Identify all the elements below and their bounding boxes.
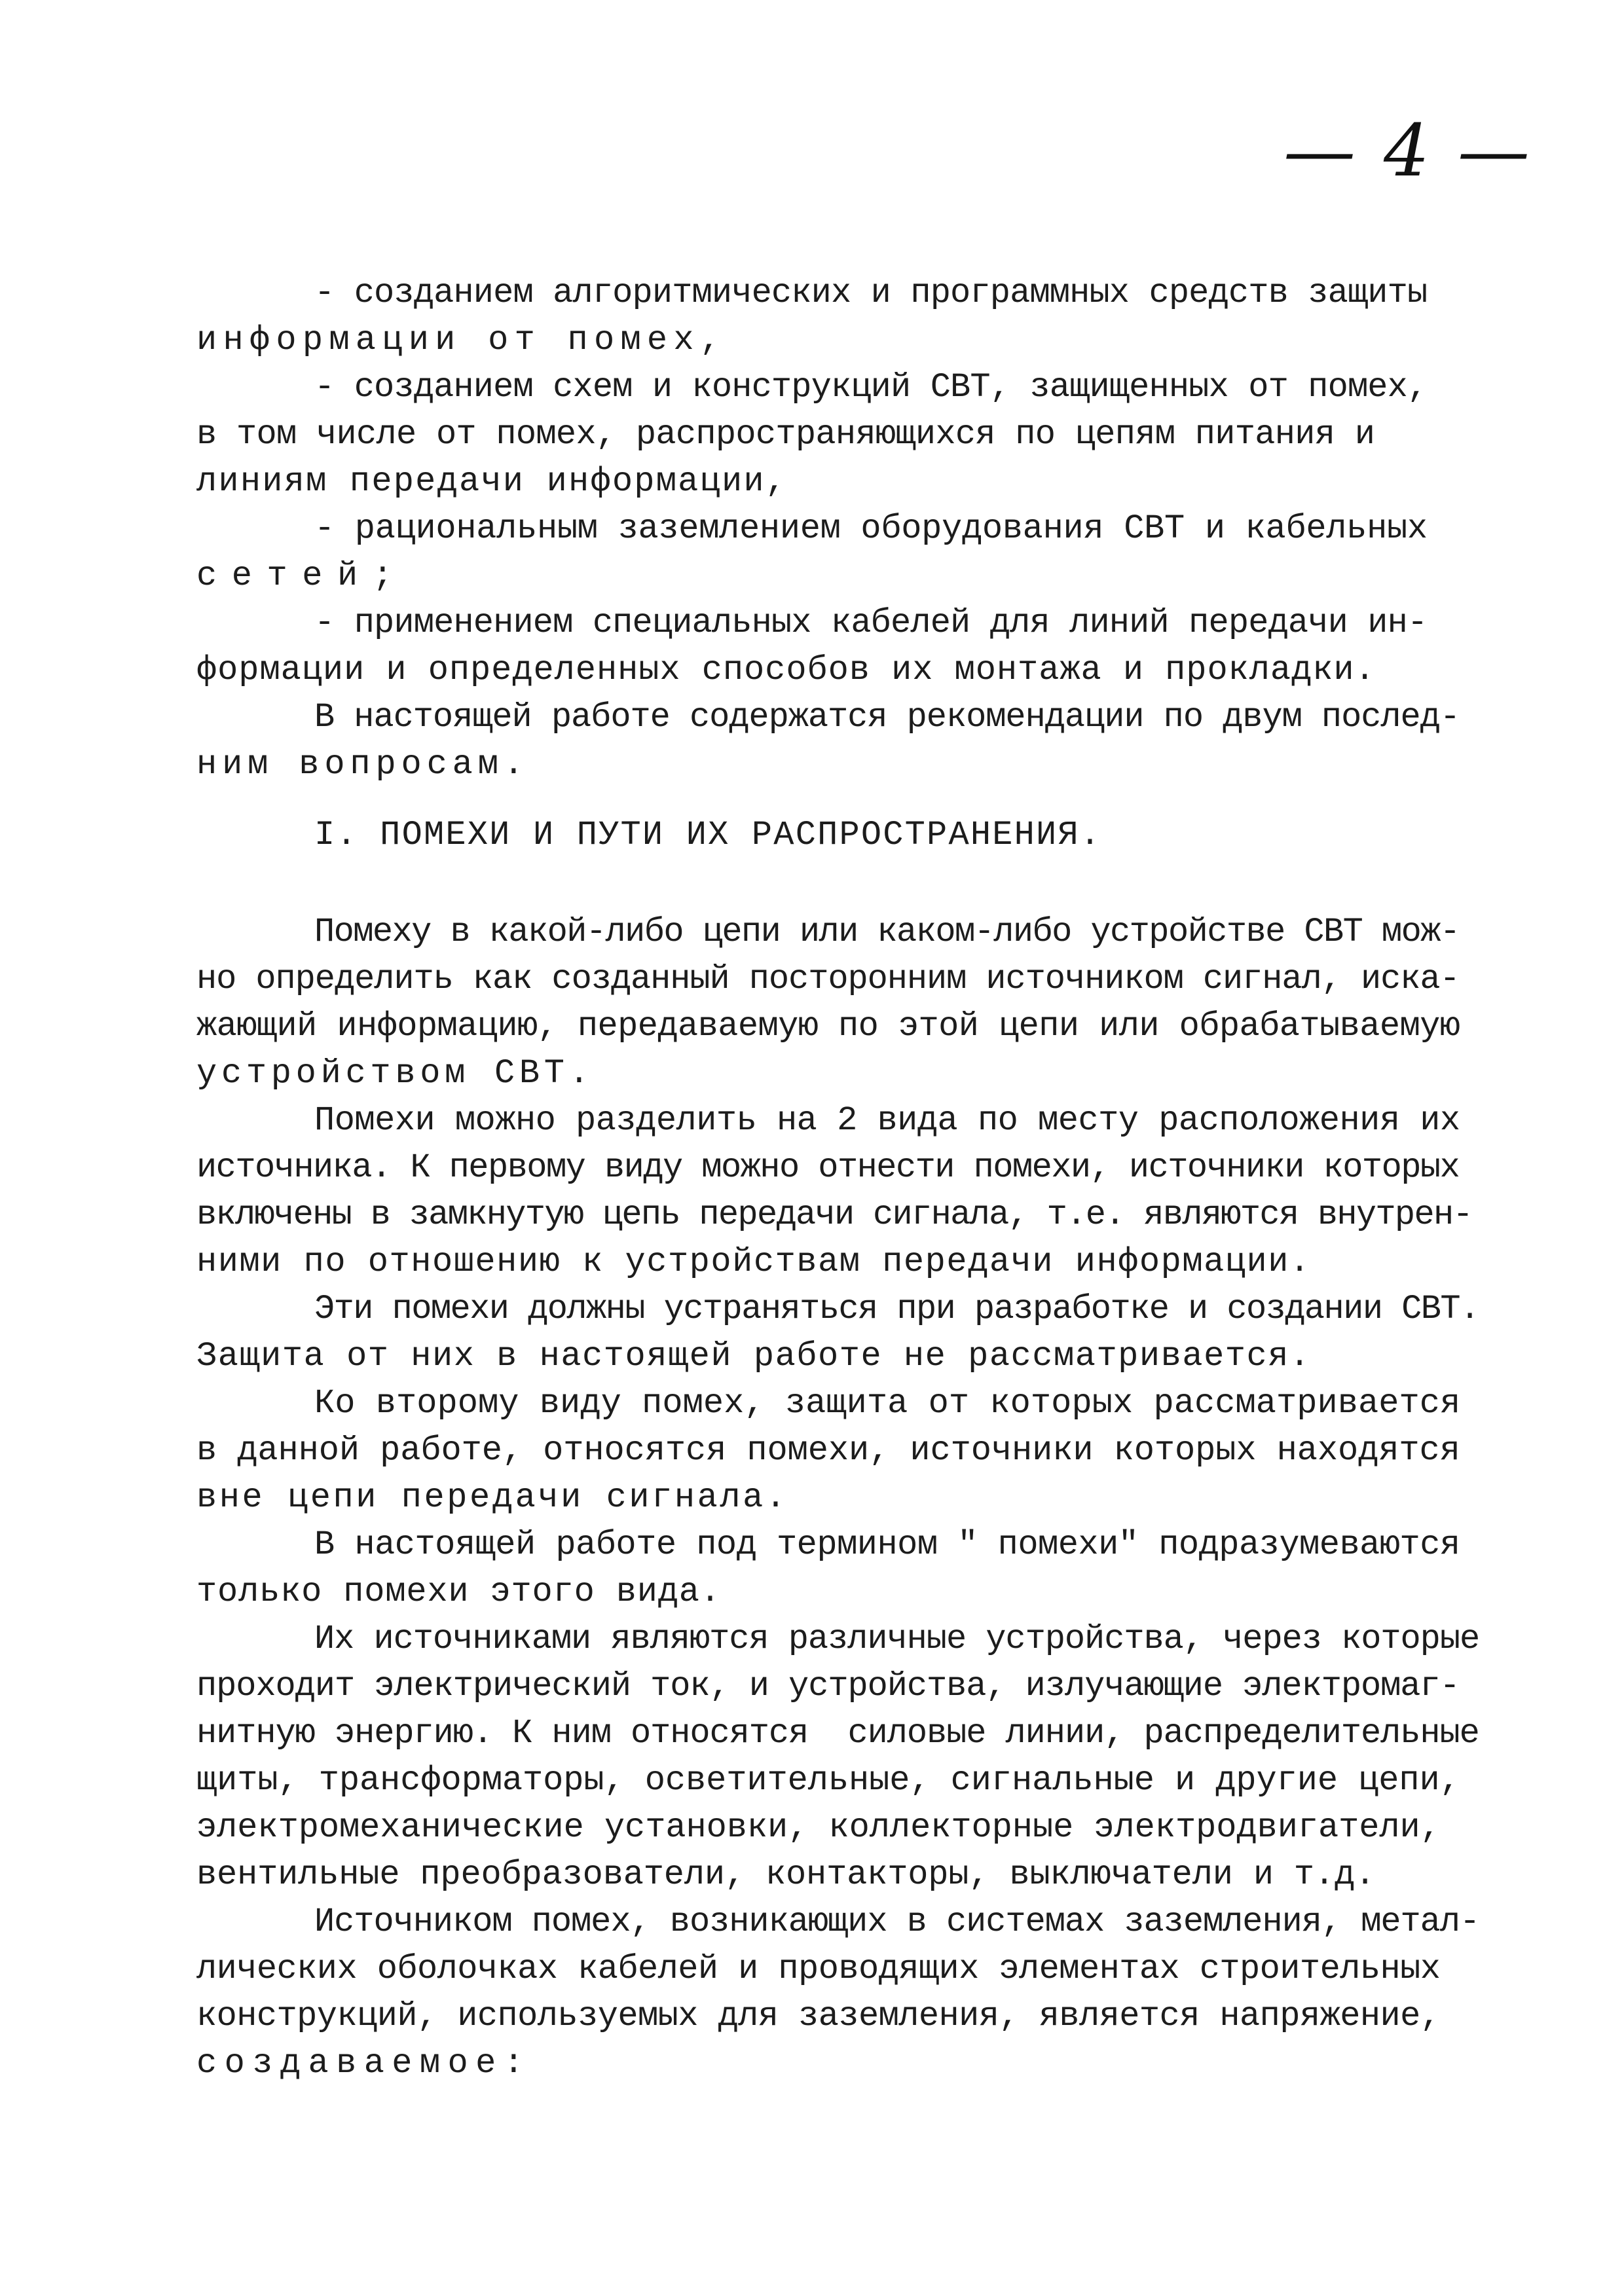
text-line: ними по отношению к устройствам передачи информации. <box>196 1243 1311 1281</box>
text-line: Их источниками являются различные устройства, через которые <box>314 1620 1480 1658</box>
page-number: — 4 — <box>1283 109 1532 192</box>
text-line: Ко второму виду помех, защита от которых рассматривается <box>314 1384 1461 1423</box>
text-line: в том числе от помех, распространяющихся по цепям питания и <box>196 415 1375 454</box>
text-line: - созданием схем и конструкций СВТ, защищенных от помех, <box>314 368 1428 407</box>
text-line: вентильные преобразователи, контакторы, выключатели и т.д. <box>196 1855 1376 1894</box>
text-line: нитную энергию. К ним относятся силовые линии, распределительные <box>196 1714 1479 1753</box>
text-line: вне цепи передачи сигнала. <box>196 1478 788 1517</box>
text-line: электромеханические установки, коллекторные электродвигатели, <box>196 1808 1441 1847</box>
text-line: ним вопросам. <box>196 745 529 784</box>
text-line: В настоящей работе содержатся рекомендации по двум послед- <box>314 698 1460 737</box>
text-line: Помеху в какой-либо цепи или каком-либо устройстве СВТ мож- <box>314 913 1460 951</box>
text-line: Помехи можно разделить на 2 вида по месту расположения их <box>314 1101 1460 1140</box>
text-line: создаваемое: <box>196 2044 532 2083</box>
text-line: линиям передачи информации, <box>196 462 788 501</box>
text-line: Источником помех, возникающих в системах заземления, метал- <box>314 1903 1480 1941</box>
text-line: Эти помехи должны устраняться при разработке и создании СВТ. <box>314 1290 1479 1328</box>
text-line: формации и определенных способов их монтажа и прокладки. <box>196 651 1376 689</box>
section-heading: I. ПОМЕХИ И ПУТИ ИХ РАСПРОСТРАНЕНИЯ. <box>314 816 1102 854</box>
text-line: - рациональным заземлением оборудования СВТ и кабельных <box>314 509 1428 548</box>
text-line: в данной работе, относятся помехи, источники которых находятся <box>196 1431 1460 1470</box>
text-line: включены в замкнутую цепь передачи сигнала, т.е. являются внутрен- <box>196 1195 1472 1234</box>
text-line: Защита от них в настоящей работе не рассматривается. <box>196 1337 1311 1376</box>
text-line: - применением специальных кабелей для линий передачи ин- <box>314 604 1428 642</box>
text-line: щиты, трансформаторы, осветительные, сигнальные и другие цепи, <box>196 1761 1460 1800</box>
text-line: лических оболочках кабелей и проводящих элементах строительных <box>196 1950 1441 1988</box>
text-line: сетей; <box>196 556 408 595</box>
text-line: устройством СВТ. <box>196 1054 594 1093</box>
text-line: жающий информацию, передаваемую по этой цепи или обрабатываемую <box>196 1007 1460 1046</box>
text-line: проходит электрический ток, и устройства, излучающие электромаг- <box>196 1667 1460 1705</box>
text-line: В настоящей работе под термином " помехи" подразумеваются <box>314 1525 1460 1564</box>
text-line: но определить как созданный посторонним источником сигнал, иска- <box>196 960 1460 998</box>
text-line: конструкций, используемых для заземления, является напряжение, <box>196 1997 1441 2035</box>
text-line: - созданием алгоритмических и программных средств защиты <box>314 274 1428 312</box>
text-line: только помехи этого вида. <box>196 1573 721 1611</box>
text-line: источника. К первому виду можно отнести помехи, источники которых <box>196 1148 1460 1187</box>
text-line: информации от помех, <box>196 321 727 359</box>
